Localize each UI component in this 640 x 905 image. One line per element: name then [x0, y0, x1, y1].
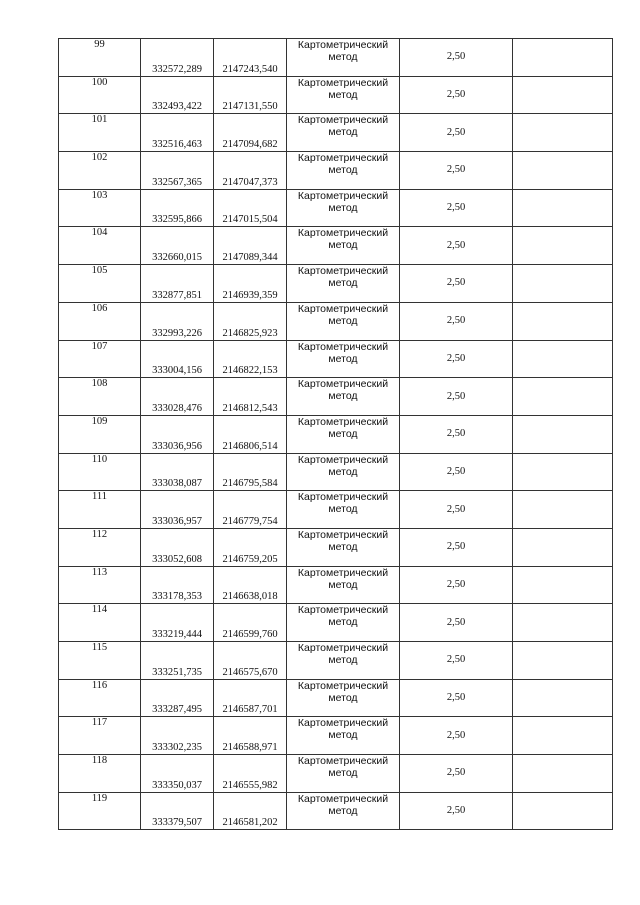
- table-row: [59, 302, 613, 340]
- point-number: 104: [59, 227, 141, 265]
- method-cell: [287, 76, 400, 114]
- point-number: 118: [59, 755, 141, 793]
- method-line-2: метод: [328, 314, 358, 327]
- method-line-2: метод: [328, 767, 358, 780]
- method-line-2: метод: [328, 578, 358, 591]
- method-line-2: метод: [328, 503, 358, 516]
- table-row: [59, 265, 613, 303]
- accuracy-value: 2,50: [400, 378, 513, 416]
- method-line-1: Картометрический: [297, 453, 389, 466]
- note-cell: [513, 566, 613, 604]
- point-number: 115: [59, 642, 141, 680]
- method-cell: [287, 302, 400, 340]
- table-row: [59, 453, 613, 491]
- method-line-1: Картометрический: [297, 340, 389, 353]
- method-line-1: Картометрический: [297, 227, 389, 240]
- method-cell: [287, 39, 400, 77]
- point-number: 105: [59, 265, 141, 303]
- accuracy-value: 2,50: [400, 604, 513, 642]
- method-line-1: Картометрический: [297, 604, 389, 617]
- note-cell: [513, 378, 613, 416]
- table-row: [59, 152, 613, 190]
- method-cell: [287, 189, 400, 227]
- coordinate-y: 2147089,344: [214, 227, 287, 265]
- method-line-1: Картометрический: [297, 76, 389, 89]
- method-cell: [287, 265, 400, 303]
- method-cell: [287, 566, 400, 604]
- table-row: [59, 491, 613, 529]
- point-number: 100: [59, 76, 141, 114]
- table-row: [59, 114, 613, 152]
- method-cell: [287, 717, 400, 755]
- accuracy-value: 2,50: [400, 566, 513, 604]
- method-cell: [287, 755, 400, 793]
- coordinate-x: 333052,608: [141, 528, 214, 566]
- document-page: [58, 38, 612, 830]
- accuracy-value: 2,50: [400, 265, 513, 303]
- note-cell: [513, 415, 613, 453]
- note-cell: [513, 152, 613, 190]
- point-number: 108: [59, 378, 141, 416]
- point-number: 109: [59, 415, 141, 453]
- note-cell: [513, 340, 613, 378]
- accuracy-value: 2,50: [400, 302, 513, 340]
- note-cell: [513, 755, 613, 793]
- method-cell: [287, 642, 400, 680]
- note-cell: [513, 265, 613, 303]
- coordinate-x: 333350,037: [141, 755, 214, 793]
- method-cell: [287, 114, 400, 152]
- point-number: 117: [59, 717, 141, 755]
- point-number: 112: [59, 528, 141, 566]
- table-row: [59, 76, 613, 114]
- note-cell: [513, 189, 613, 227]
- table-row: [59, 566, 613, 604]
- note-cell: [513, 302, 613, 340]
- table-row: [59, 755, 613, 793]
- point-number: 102: [59, 152, 141, 190]
- accuracy-value: 2,50: [400, 415, 513, 453]
- method-cell: [287, 792, 400, 830]
- coordinate-y: 2146555,982: [214, 755, 287, 793]
- method-line-2: метод: [328, 88, 358, 101]
- method-line-2: метод: [328, 239, 358, 252]
- table-row: [59, 528, 613, 566]
- note-cell: [513, 491, 613, 529]
- table-row: [59, 604, 613, 642]
- note-cell: [513, 453, 613, 491]
- method-cell: [287, 378, 400, 416]
- coordinates-table: [58, 38, 613, 830]
- method-cell: [287, 340, 400, 378]
- coordinate-x: 332516,463: [141, 114, 214, 152]
- coordinate-y: 2146825,923: [214, 302, 287, 340]
- coordinate-y: 2146795,584: [214, 453, 287, 491]
- method-line-1: Картометрический: [297, 717, 389, 730]
- coordinate-y: 2147131,550: [214, 76, 287, 114]
- coordinate-x: 333038,087: [141, 453, 214, 491]
- method-cell: [287, 415, 400, 453]
- coordinate-x: 332993,226: [141, 302, 214, 340]
- note-cell: [513, 679, 613, 717]
- note-cell: [513, 642, 613, 680]
- method-line-1: Картометрический: [297, 679, 389, 692]
- method-line-1: Картометрический: [297, 792, 389, 805]
- note-cell: [513, 76, 613, 114]
- coordinate-x: 332877,851: [141, 265, 214, 303]
- method-line-1: Картометрический: [297, 566, 389, 579]
- coordinate-y: 2147015,504: [214, 189, 287, 227]
- coordinate-x: 333028,476: [141, 378, 214, 416]
- table-row: [59, 792, 613, 830]
- method-line-1: Картометрический: [297, 378, 389, 391]
- coordinate-x: 333036,957: [141, 491, 214, 529]
- method-line-1: Картометрический: [297, 755, 389, 768]
- method-line-2: метод: [328, 691, 358, 704]
- method-line-2: метод: [328, 616, 358, 629]
- accuracy-value: 2,50: [400, 227, 513, 265]
- coordinate-y: 2146575,670: [214, 642, 287, 680]
- method-line-2: метод: [328, 729, 358, 742]
- point-number: 119: [59, 792, 141, 830]
- method-line-1: Картометрический: [297, 189, 389, 202]
- method-line-2: метод: [328, 654, 358, 666]
- table-row: [59, 415, 613, 453]
- accuracy-value: 2,50: [400, 76, 513, 114]
- method-line-2: метод: [328, 164, 358, 177]
- method-line-1: Картометрический: [297, 302, 389, 315]
- accuracy-value: 2,50: [400, 340, 513, 378]
- point-number: 101: [59, 114, 141, 152]
- coordinate-y: 2146822,153: [214, 340, 287, 378]
- note-cell: [513, 227, 613, 265]
- note-cell: [513, 604, 613, 642]
- accuracy-value: 2,50: [400, 792, 513, 830]
- coordinate-x: 333178,353: [141, 566, 214, 604]
- method-cell: [287, 604, 400, 642]
- method-line-2: метод: [328, 352, 358, 365]
- method-cell: [287, 528, 400, 566]
- accuracy-value: 2,50: [400, 491, 513, 529]
- coordinate-x: 332660,015: [141, 227, 214, 265]
- method-line-2: метод: [328, 427, 358, 440]
- coordinate-x: 333379,507: [141, 792, 214, 830]
- coordinates-table-body: [59, 39, 613, 830]
- note-cell: [513, 39, 613, 77]
- method-line-2: метод: [328, 390, 358, 403]
- point-number: 113: [59, 566, 141, 604]
- accuracy-value: 2,50: [400, 453, 513, 491]
- method-line-1: Картометрический: [297, 528, 389, 541]
- method-line-1: Картометрический: [297, 39, 389, 51]
- method-cell: [287, 679, 400, 717]
- table-row: [59, 642, 613, 680]
- coordinate-y: 2146599,760: [214, 604, 287, 642]
- point-number: 114: [59, 604, 141, 642]
- method-line-1: Картометрический: [297, 152, 389, 165]
- table-row: [59, 717, 613, 755]
- method-line-1: Картометрический: [297, 114, 389, 127]
- accuracy-value: 2,50: [400, 642, 513, 680]
- coordinate-x: 333287,495: [141, 679, 214, 717]
- method-line-2: метод: [328, 804, 358, 817]
- coordinate-y: 2146806,514: [214, 415, 287, 453]
- coordinate-x: 333036,956: [141, 415, 214, 453]
- point-number: 107: [59, 340, 141, 378]
- note-cell: [513, 717, 613, 755]
- method-line-2: метод: [328, 540, 358, 553]
- coordinate-y: 2147047,373: [214, 152, 287, 190]
- note-cell: [513, 792, 613, 830]
- method-cell: [287, 453, 400, 491]
- table-row: [59, 378, 613, 416]
- method-line-1: Картометрический: [297, 491, 389, 504]
- accuracy-value: 2,50: [400, 755, 513, 793]
- method-line-1: Картометрический: [297, 642, 389, 654]
- coordinate-x: 333219,444: [141, 604, 214, 642]
- point-number: 103: [59, 189, 141, 227]
- table-row: [59, 227, 613, 265]
- coordinate-y: 2146588,971: [214, 717, 287, 755]
- table-row: [59, 39, 613, 77]
- coordinate-x: 333302,235: [141, 717, 214, 755]
- coordinate-y: 2146812,543: [214, 378, 287, 416]
- accuracy-value: 2,50: [400, 152, 513, 190]
- accuracy-value: 2,50: [400, 717, 513, 755]
- coordinate-y: 2146939,359: [214, 265, 287, 303]
- method-cell: [287, 152, 400, 190]
- method-line-2: метод: [328, 201, 358, 214]
- note-cell: [513, 528, 613, 566]
- coordinate-x: 332567,365: [141, 152, 214, 190]
- coordinate-x: 332572,289: [141, 39, 214, 77]
- coordinate-x: 333004,156: [141, 340, 214, 378]
- coordinate-y: 2147094,682: [214, 114, 287, 152]
- accuracy-value: 2,50: [400, 679, 513, 717]
- coordinate-x: 332493,422: [141, 76, 214, 114]
- accuracy-value: 2,50: [400, 528, 513, 566]
- method-line-1: Картометрический: [297, 415, 389, 428]
- method-line-2: метод: [328, 277, 358, 290]
- method-line-2: метод: [328, 126, 358, 139]
- method-cell: [287, 491, 400, 529]
- coordinate-x: 333251,735: [141, 642, 214, 680]
- point-number: 106: [59, 302, 141, 340]
- method-cell: [287, 227, 400, 265]
- note-cell: [513, 114, 613, 152]
- coordinate-y: 2146587,701: [214, 679, 287, 717]
- accuracy-value: 2,50: [400, 114, 513, 152]
- method-line-2: метод: [328, 465, 358, 478]
- table-row: [59, 679, 613, 717]
- coordinate-y: 2147243,540: [214, 39, 287, 77]
- coordinate-y: 2146638,018: [214, 566, 287, 604]
- accuracy-value: 2,50: [400, 39, 513, 77]
- coordinate-y: 2146759,205: [214, 528, 287, 566]
- coordinate-y: 2146581,202: [214, 792, 287, 830]
- method-line-2: метод: [328, 51, 358, 63]
- point-number: 111: [59, 491, 141, 529]
- accuracy-value: 2,50: [400, 189, 513, 227]
- method-line-1: Картометрический: [297, 265, 389, 278]
- table-row: [59, 340, 613, 378]
- coordinate-x: 332595,866: [141, 189, 214, 227]
- point-number: 99: [59, 39, 141, 77]
- point-number: 116: [59, 679, 141, 717]
- point-number: 110: [59, 453, 141, 491]
- coordinate-y: 2146779,754: [214, 491, 287, 529]
- table-row: [59, 189, 613, 227]
